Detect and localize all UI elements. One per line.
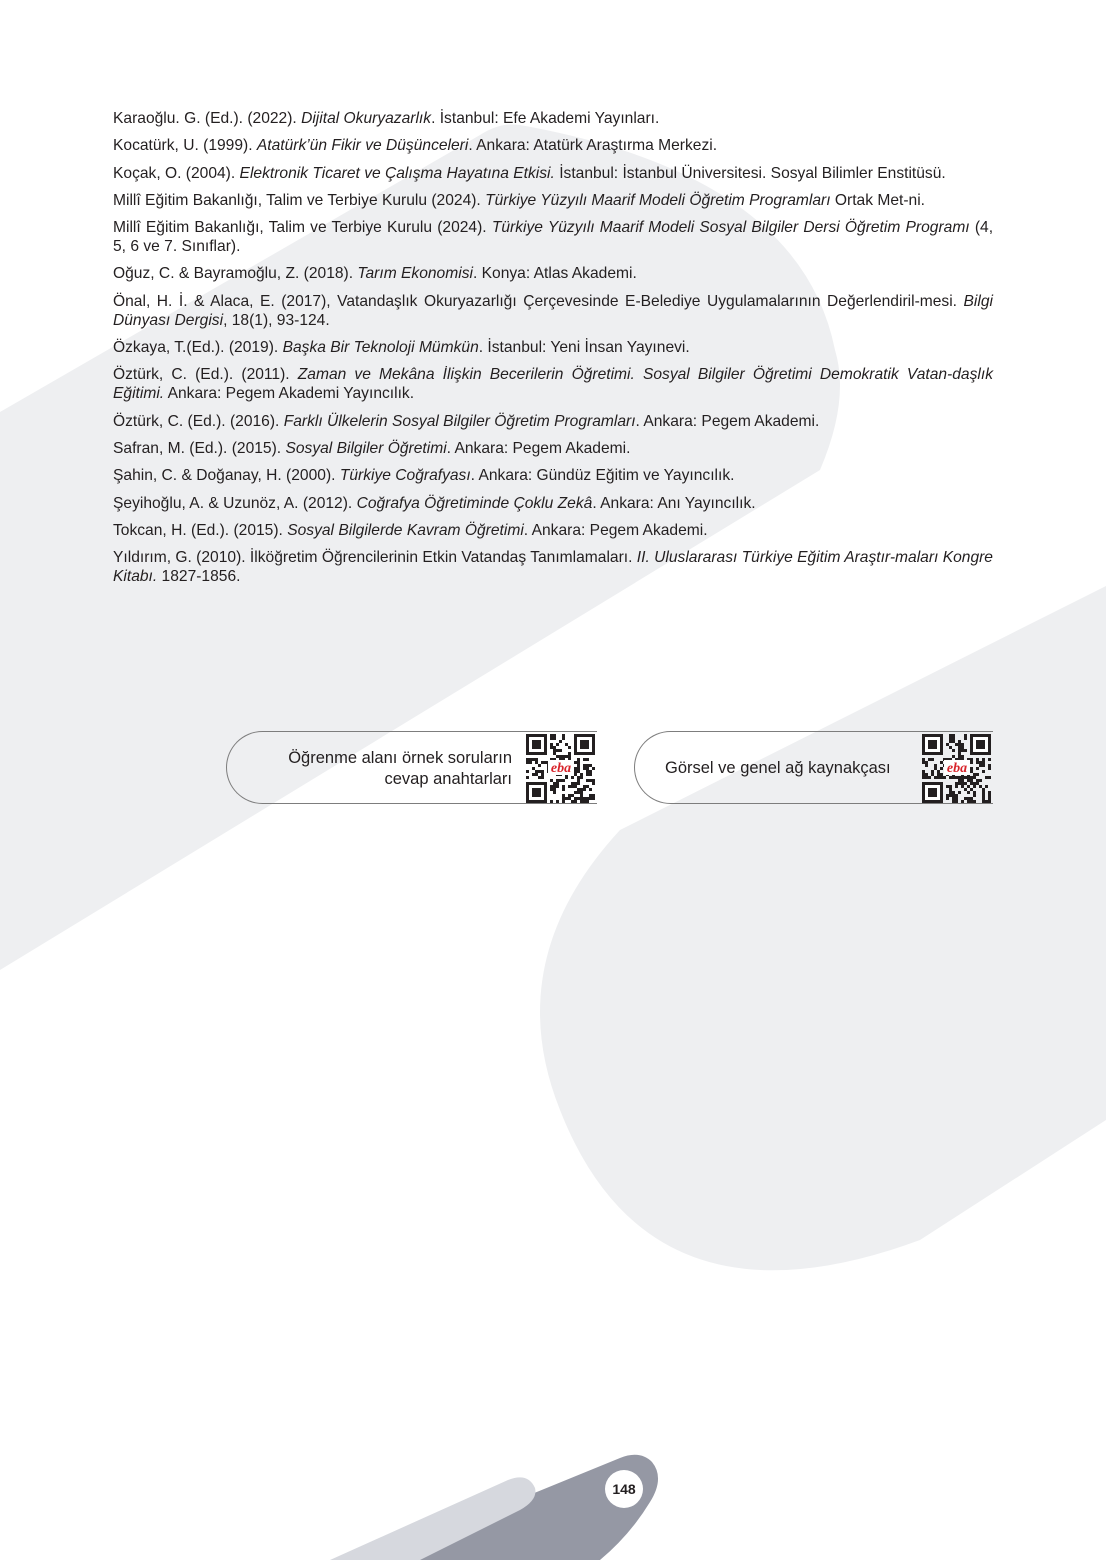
reference-text: . İstanbul: Efe Akademi Yayınları. [431,110,660,127]
reference-title: Sosyal Bilgiler Öğretimi [285,439,447,457]
reference-text: 1827-1856. [157,568,241,586]
reference-text: İstanbul: İstanbul Üniversitesi. Sosyal Bilimler Enstitüsü. [554,164,946,182]
reference-text: . Ankara: Anı Yayıncılık. [592,494,756,512]
reference-title: Bilgi Dünyası Dergisi [113,292,993,329]
reference-title: Zaman ve Mekâna İlişkin Becerilerin Öğretimi. Sosyal Bilgiler Öğretimi Demokratik Vatan-daşlık Eğitimi. [113,366,993,403]
reference-item [113,439,993,458]
reference-item [113,136,993,155]
eba-badge: eba [550,761,572,776]
reference-text: Şahin, C. & Doğanay, H. (2000). [113,467,340,485]
answer-keys-line-2: cevap anahtarları [384,770,512,788]
reference-item [113,521,993,540]
reference-text: Özkaya, T.(Ed.). (2019). [113,339,283,357]
reference-text: Ankara: Pegem Akademi Yayıncılık. [164,385,415,403]
reference-text: Millî Eğitim Bakanlığı, Talim ve Terbiye Kurulu (2024). [113,219,492,237]
reference-item [113,292,993,330]
qr-pattern [922,734,991,803]
reference-title: Türkiye Yüzyılı Maarif Modeli Öğretim Programları [485,191,831,209]
reference-text: . Ankara: Pegem Akademi. [446,439,631,457]
eba-badge: eba [946,761,968,776]
reference-title: Sosyal Bilgilerde Kavram Öğretimi [287,521,524,539]
reference-text: Şeyihoğlu, A. & Uzunöz, A. (2012). [113,494,357,512]
reference-title: Türkiye Coğrafyası [339,467,471,485]
sources-label: Görsel ve genel ağ kaynakçası [665,759,891,777]
reference-title: Dijital Okuryazarlık [301,110,432,127]
reference-text: (4, 5, 6 ve 7. Sınıflar). [113,219,994,256]
reference-text: . İstanbul: Yeni İnsan Yayınevi. [478,339,690,357]
reference-text: Yıldırım, G. (2010). İlköğretim Öğrencilerinin Etkin Vatandaş Tanımlamaları. [113,549,637,567]
reference-item [113,338,993,357]
reference-text: , 18(1), 93-124. [223,311,330,329]
reference-title: Tarım Ekonomisi [357,265,473,283]
reference-text: Koçak, O. (2004). [113,164,240,182]
reference-text: Kocatürk, U. (1999). [113,137,257,155]
reference-item [113,109,993,128]
reference-text: Ortak Met-ni. [830,191,926,209]
reference-text: . Ankara: Pegem Akademi. [635,412,820,430]
reference-item [113,164,993,183]
reference-text: . Ankara: Pegem Akademi. [523,521,708,539]
answer-keys-link[interactable] [226,731,597,804]
reference-text: Öztürk, C. (Ed.). (2011). [113,366,298,384]
reference-text: Tokcan, H. (Ed.). (2015). [113,521,288,539]
reference-item [113,365,993,403]
reference-item [113,191,993,210]
reference-title: Farklı Ülkelerin Sosyal Bilgiler Öğretim Programları [283,412,636,430]
reference-title: II. Uluslararası Türkiye Eğitim Araştır-maları Kongre Kitabı. [113,549,993,586]
reference-text: Karaoğlu. G. (Ed.). (2022). [113,110,302,127]
reference-text: Millî Eğitim Bakanlığı, Talim ve Terbiye Kurulu (2024). [113,191,486,209]
reference-text: . Konya: Atlas Akademi. [472,265,637,283]
reference-title: Başka Bir Teknoloji Mümkün [282,339,479,357]
reference-title: Atatürk’ün Fikir ve Düşünceleri [256,137,469,155]
reference-item [113,548,993,586]
answer-keys-label [288,748,512,790]
page-number: 148 [605,1470,643,1508]
reference-item [113,264,993,283]
reference-title: Coğrafya Öğretiminde Çoklu Zekâ [356,494,593,512]
reference-item [113,494,993,513]
references-list [113,109,993,594]
reference-text: . Ankara: Gündüz Eğitim ve Yayıncılık. [470,467,735,485]
reference-text: . Ankara: Atatürk Araştırma Merkezi. [468,137,718,155]
reference-item [113,412,993,431]
qr-pattern [526,734,595,803]
sources-link[interactable] [634,731,993,804]
reference-text: Oğuz, C. & Bayramoğlu, Z. (2018). [113,265,358,283]
qr-code-icon[interactable] [922,734,991,803]
qr-code-icon[interactable] [526,734,595,803]
reference-item [113,218,993,256]
answer-keys-line-1: Öğrenme alanı örnek soruların [288,749,512,767]
reference-title: Türkiye Yüzyılı Maarif Modeli Sosyal Bilgiler Dersi Öğretim Programı [491,219,970,237]
reference-text: Önal, H. İ. & Alaca, E. (2017), Vatandaşlık Okuryazarlığı Çerçevesinde E-Belediye Uygulamalarının Değerlendiril-mesi. [113,292,964,310]
reference-title: Elektronik Ticaret ve Çalışma Hayatına Etkisi. [239,164,555,182]
reference-item [113,466,993,485]
reference-text: Safran, M. (Ed.). (2015). [113,439,286,457]
reference-text: Öztürk, C. (Ed.). (2016). [113,412,284,430]
